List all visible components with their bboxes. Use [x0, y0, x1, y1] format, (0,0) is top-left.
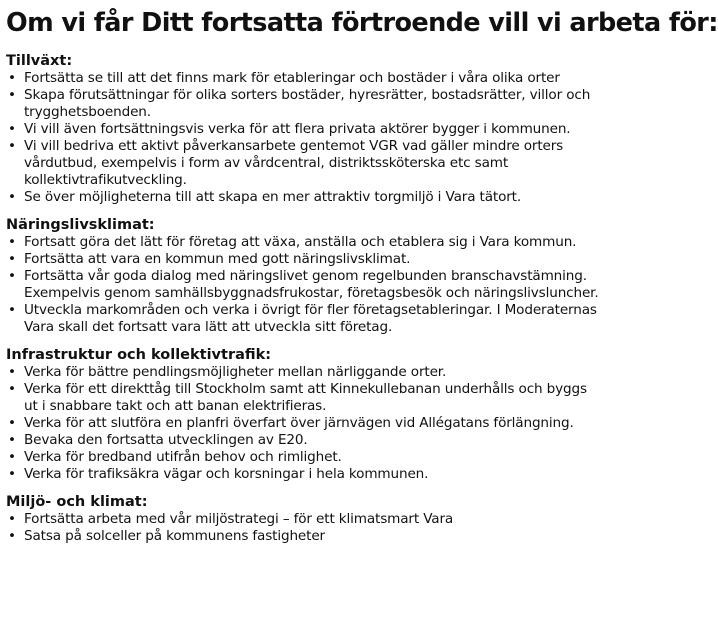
- list-item: • Fortsätta att vara en kommun med gott näringslivsklimat.: [6, 251, 599, 268]
- bullet-list: [6, 234, 599, 336]
- list-item: • Utveckla markområden och verka i övrigt för fler företagsetableringar. I Moderaternas Vara skall det fortsatt vara lätt att utveckla sitt företag.: [6, 302, 599, 336]
- list-item: • Bevaka den fortsatta utvecklingen av E20.: [6, 432, 599, 449]
- section-infrastruktur: [6, 346, 599, 483]
- list-item: • Fortsatt göra det lätt för företag att växa, anställa och etablera sig i Vara kommun.: [6, 234, 599, 251]
- bullet-list: [6, 511, 599, 545]
- list-item: • Skapa förutsättningar för olika sorters bostäder, hyresrätter, bostadsrätter, villor och trygghetsboenden.: [6, 87, 599, 121]
- list-item: • Fortsätta vår goda dialog med näringslivet genom regelbunden branschavstämning. Exempelvis genom samhällsbyggnadsfrukostar, företagsbesök och näringslivsluncher.: [6, 268, 599, 302]
- bullet-list: [6, 364, 599, 483]
- list-item: • Se över möjligheterna till att skapa en mer attraktiv torgmiljö i Vara tätort.: [6, 189, 599, 206]
- section-heading: Näringslivsklimat:: [6, 217, 155, 233]
- list-item: • Vi vill även fortsättningsvis verka för att flera privata aktörer bygger i kommunen.: [6, 121, 599, 138]
- bullet-list: [6, 70, 599, 206]
- section-heading: Miljö- och klimat:: [6, 494, 148, 510]
- list-item: • Verka för ett direkttåg till Stockholm samt att Kinnekullebanan underhålls och byggs ut i snabbare takt och att banan elektrifieras.: [6, 381, 599, 415]
- list-item: • Fortsätta se till att det finns mark för etableringar och bostäder i våra olika orter: [6, 70, 599, 87]
- section-naringslivsklimat: [6, 216, 599, 336]
- list-item: • Verka för trafiksäkra vägar och korsningar i hela kommunen.: [6, 466, 599, 483]
- section-heading: Infrastruktur och kollektivtrafik:: [6, 347, 272, 363]
- page-title: Om vi får Ditt fortsatta förtroende vill vi arbeta för:: [6, 8, 718, 38]
- list-item: • Vi vill bedriva ett aktivt påverkansarbete gentemot VGR vad gäller mindre orters vårdutbud, exempelvis i form av vårdcentral, distriktssköterska etc samt kollektivtrafikutveckling.: [6, 138, 599, 189]
- list-item: • Fortsätta arbeta med vår miljöstrategi – för ett klimatsmart Vara: [6, 511, 599, 528]
- list-item: • Verka för att slutföra en planfri överfart över järnvägen vid Allégatans förlängning.: [6, 415, 599, 432]
- section-heading: Tillväxt:: [6, 53, 73, 69]
- section-tillvaxt: [6, 52, 599, 206]
- list-item: • Verka för bredband utifrån behov och rimlighet.: [6, 449, 599, 466]
- section-miljo-klimat: [6, 493, 599, 545]
- list-item: • Verka för bättre pendlingsmöjligheter mellan närliggande orter.: [6, 364, 599, 381]
- list-item: • Satsa på solceller på kommunens fastigheter: [6, 528, 599, 545]
